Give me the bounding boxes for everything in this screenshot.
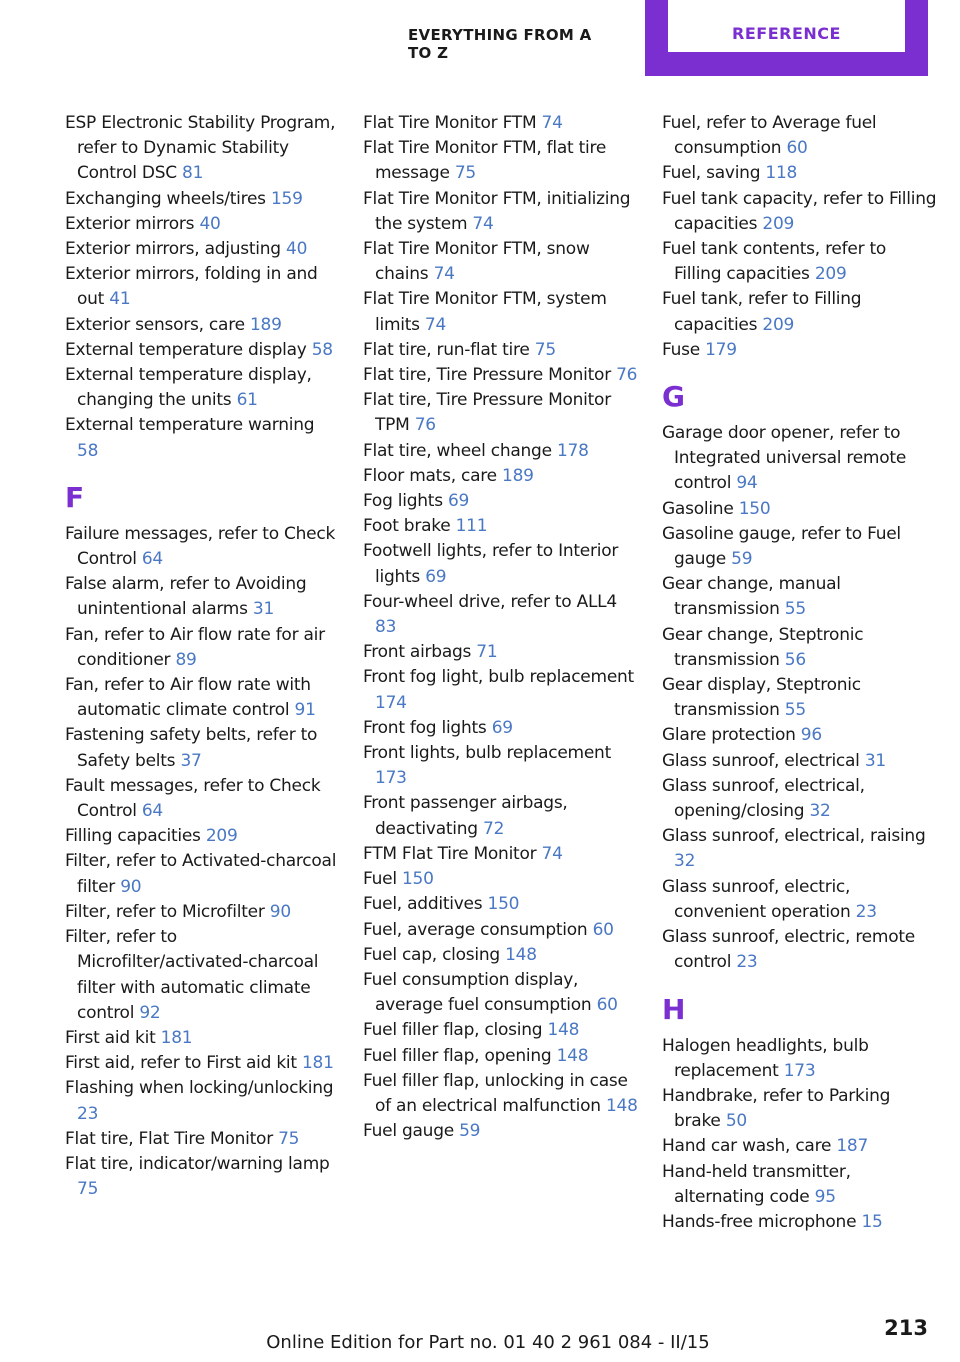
index-entry: [65, 723, 340, 773]
index-entry-text: Exterior mirrors: [65, 213, 195, 234]
index-entry-text: Flat tire, indicator/warning lamp: [65, 1153, 330, 1174]
index-entry: [363, 187, 638, 237]
page-reference-link[interactable]: 159: [270, 188, 303, 209]
index-letter-heading: G: [662, 380, 685, 414]
page-reference-link[interactable]: 178: [556, 440, 589, 461]
index-entry: [363, 388, 638, 438]
reference-tab-label: REFERENCE: [668, 0, 905, 52]
index-entry-text: First aid, refer to First aid kit: [65, 1053, 297, 1074]
footer: [0, 1332, 960, 1353]
page-reference-link[interactable]: 81: [182, 163, 204, 184]
index-entry-text: Flat tire, wheel change: [363, 440, 552, 461]
index-entry: [65, 187, 340, 212]
index-entry-text: Fuse: [662, 339, 700, 360]
page-reference-link[interactable]: 75: [534, 339, 556, 360]
index-entry: [662, 237, 937, 287]
page-reference-link[interactable]: 95: [814, 1186, 836, 1207]
index-entry: [65, 111, 340, 187]
index-entry-text: Filling capacities: [65, 826, 201, 847]
index-entry: [363, 464, 638, 489]
index-entry-text: Fan, refer to Air flow rate for air conditioner: [65, 624, 325, 670]
page-reference-link[interactable]: 91: [294, 700, 316, 721]
index-entry-text: Fog lights: [363, 491, 443, 512]
index-entry-text: Halogen headlights, bulb replacement: [662, 1035, 869, 1081]
index-entry: [363, 1018, 638, 1043]
index-entry: [363, 489, 638, 514]
page-reference-link[interactable]: 74: [541, 843, 563, 864]
index-entry: [65, 623, 340, 673]
page-reference-link[interactable]: 189: [249, 314, 282, 335]
index-entry-text: Fuel filler flap, closing: [363, 1020, 543, 1041]
page-reference-link[interactable]: 76: [616, 365, 638, 386]
index-entry: [65, 338, 340, 363]
index-entry: [662, 824, 937, 874]
index-entry: [662, 572, 937, 622]
page-reference-link[interactable]: 58: [311, 339, 333, 360]
index-entry: [662, 723, 937, 748]
index-entry-text: Flat Tire Monitor FTM: [363, 113, 537, 133]
index-entry-text: Exterior mirrors, folding in and out: [65, 264, 318, 310]
page-reference-link[interactable]: 74: [433, 264, 455, 285]
index-entry-text: ESP Electronic Stability Program, refer to Dynamic Stability Control DSC: [65, 113, 336, 184]
index-entry: [662, 522, 937, 572]
index-entry: [65, 925, 340, 1026]
index-entry: [662, 749, 937, 774]
index-entry-text: Garage door opener, refer to Integrated universal remote control: [662, 423, 907, 494]
index-entry-text: Gear change, Steptronic transmission: [662, 624, 864, 670]
page-reference-link[interactable]: 150: [401, 869, 434, 890]
index-entry-text: First aid kit: [65, 1027, 156, 1048]
page-reference-link[interactable]: 181: [301, 1053, 334, 1074]
page-reference-link[interactable]: 150: [738, 498, 771, 519]
page-reference-link[interactable]: 23: [736, 952, 758, 973]
index-entry-text: Hand-held transmitter, alternating code: [662, 1161, 851, 1207]
index-entry: [363, 665, 638, 715]
page-reference-link[interactable]: 15: [861, 1211, 883, 1232]
index-entry-text: Glass sunroof, electrical, opening/closing: [662, 775, 865, 822]
index-entry-text: External temperature warning: [65, 415, 315, 436]
index-entry: [662, 187, 937, 237]
page-reference-link[interactable]: 187: [836, 1136, 869, 1157]
index-entry: [65, 1076, 340, 1126]
index-entry-text: Flat Tire Monitor FTM, system limits: [363, 289, 607, 335]
index-entry: [363, 1069, 638, 1119]
index-column-2: [363, 111, 638, 1144]
index-entry-text: Exterior mirrors, adjusting: [65, 239, 281, 260]
index-entry: [662, 925, 937, 975]
index-entry: [662, 338, 937, 363]
index-entry: [662, 1084, 937, 1134]
index-entry: [363, 716, 638, 741]
page-reference-link[interactable]: 60: [592, 919, 614, 940]
page-reference-link[interactable]: 90: [120, 876, 142, 897]
page-reference-link[interactable]: 90: [269, 901, 291, 922]
page-reference-link[interactable]: 173: [783, 1060, 816, 1081]
index-entry: [662, 1210, 937, 1235]
index-entry: [363, 338, 638, 363]
index-entry-text: Fastening safety belts, refer to Safety belts: [65, 725, 318, 771]
index-entry: [363, 943, 638, 968]
index-entry: [65, 1051, 340, 1076]
page-reference-link[interactable]: 75: [454, 163, 476, 184]
page-reference-link[interactable]: 59: [731, 549, 753, 570]
index-entry-text: Filter, refer to Microfilter: [65, 901, 265, 922]
index-entry: [363, 1119, 638, 1144]
index-entry: [363, 111, 638, 136]
index-letter-heading: F: [65, 480, 84, 514]
index-entry: [65, 313, 340, 338]
page-reference-link[interactable]: 181: [160, 1027, 193, 1048]
index-entry: [662, 497, 937, 522]
section-title: EVERYTHING FROM A TO Z: [408, 26, 592, 62]
index-entry: [65, 363, 340, 413]
index-entry: [662, 673, 937, 723]
index-entry: [65, 237, 340, 262]
page-reference-link[interactable]: 148: [556, 1045, 589, 1066]
index-entry-text: Front lights, bulb replacement: [363, 743, 611, 764]
index-entry-text: Flashing when locking/unlocking: [65, 1078, 334, 1099]
index-entry-text: FTM Flat Tire Monitor: [363, 843, 537, 864]
index-entry: [65, 849, 340, 899]
index-entry-text: Flat Tire Monitor FTM, snow chains: [363, 239, 590, 285]
index-entry-text: Failure messages, refer to Check Control: [65, 523, 336, 570]
page-reference-link[interactable]: 118: [765, 163, 798, 184]
index-entry-text: Glare protection: [662, 725, 796, 746]
page-reference-link[interactable]: 209: [762, 314, 795, 335]
page-reference-link[interactable]: 37: [180, 750, 202, 771]
page-reference-link[interactable]: 148: [605, 1095, 638, 1116]
page-reference-link[interactable]: 31: [252, 599, 275, 620]
page-reference-link[interactable]: 74: [541, 113, 563, 133]
index-entry-text: Gear display, Steptronic transmission: [662, 675, 861, 721]
page-reference-link[interactable]: 64: [141, 549, 163, 570]
page-reference-link[interactable]: 83: [375, 617, 397, 638]
index-entry: [662, 161, 937, 186]
index-entry: [65, 900, 340, 925]
index-entry: [363, 237, 638, 287]
index-entry: [662, 111, 937, 161]
index-entry-text: Fuel tank, refer to Filling capacities: [662, 289, 862, 335]
index-entry: [662, 875, 937, 925]
index-entry: [662, 1134, 937, 1159]
index-entry: [65, 212, 340, 237]
index-entry-text: Flat tire, Tire Pressure Monitor TPM: [363, 390, 611, 436]
page-reference-link[interactable]: 89: [175, 649, 197, 670]
page-reference-link[interactable]: 75: [77, 1179, 99, 1200]
index-entry: [662, 1034, 937, 1084]
index-entry-text: Glass sunroof, electric, convenient operation: [662, 876, 851, 922]
index-entry: [65, 824, 340, 849]
index-entry: [363, 842, 638, 867]
index-entry: [363, 867, 638, 892]
page-reference-link[interactable]: 32: [809, 801, 831, 822]
index-entry-text: External temperature display, changing the units: [65, 365, 312, 411]
page-reference-link[interactable]: 209: [814, 264, 847, 285]
index-entry: [363, 363, 638, 388]
index-entry: [363, 791, 638, 841]
page-reference-link[interactable]: 74: [424, 314, 447, 335]
page-reference-link[interactable]: 23: [77, 1103, 99, 1124]
index-entry-text: Hands-free microphone: [662, 1211, 857, 1232]
page-reference-link[interactable]: 59: [459, 1121, 481, 1142]
index-entry: [65, 262, 340, 312]
index-entry: [65, 673, 340, 723]
page-reference-link[interactable]: 96: [800, 725, 822, 746]
index-entry-text: Hand car wash, care: [662, 1136, 832, 1157]
page-reference-link[interactable]: 148: [547, 1020, 580, 1041]
index-entry-text: Fuel, additives: [363, 894, 483, 915]
page-reference-link[interactable]: 55: [784, 700, 806, 721]
page-reference-link[interactable]: 41: [109, 289, 131, 310]
index-entry-text: Front airbags: [363, 642, 472, 663]
index-entry: [363, 918, 638, 943]
index-entry-text: Fuel, refer to Average fuel consumption: [662, 113, 877, 159]
page-reference-link[interactable]: 58: [77, 440, 99, 461]
index-entry-text: Glass sunroof, electrical: [662, 750, 860, 771]
index-entry-text: Glass sunroof, electrical, raising: [662, 826, 926, 847]
page-reference-link[interactable]: 69: [491, 717, 513, 738]
page-reference-link[interactable]: 64: [141, 801, 163, 822]
page-reference-link[interactable]: 69: [425, 566, 447, 587]
index-entry-text: Fuel: [363, 869, 397, 890]
index-entry-text: Four-wheel drive, refer to ALL4: [363, 591, 617, 612]
page-reference-link[interactable]: 32: [674, 851, 696, 872]
index-entry-text: Fuel cap, closing: [363, 944, 500, 965]
index-entry-text: Fan, refer to Air flow rate with automatic climate control: [65, 675, 311, 721]
index-entry: [65, 1127, 340, 1152]
index-entry-text: Filter, refer to Microfilter/activated-charcoal filter with automatic climate control: [65, 927, 319, 1023]
index-entry-text: Exchanging wheels/tires: [65, 188, 266, 209]
index-entry-text: Gear change, manual transmission: [662, 574, 841, 620]
page-reference-link[interactable]: 40: [286, 239, 308, 260]
index-entry-text: Flat tire, Tire Pressure Monitor: [363, 365, 611, 386]
index-entry-text: Flat Tire Monitor FTM, flat tire message: [363, 138, 607, 184]
page-reference-link[interactable]: 60: [596, 995, 618, 1016]
page-reference-link[interactable]: 31: [864, 750, 886, 771]
index-entry-text: Filter, refer to Activated-charcoal filter: [65, 851, 337, 897]
page-reference-link[interactable]: 209: [762, 213, 795, 234]
reference-tab: [645, 0, 928, 76]
index-entry: [363, 968, 638, 1018]
page-number: 213: [884, 1316, 928, 1340]
page-reference-link[interactable]: 56: [784, 649, 806, 670]
index-entry: [363, 136, 638, 186]
index-entry-text: Gasoline gauge, refer to Fuel gauge: [662, 523, 901, 570]
page-reference-link[interactable]: 111: [455, 516, 488, 537]
page-reference-link[interactable]: 148: [505, 944, 537, 965]
index-entry-text: Fuel consumption display, average fuel consumption: [363, 969, 592, 1016]
page-reference-link[interactable]: 23: [855, 901, 877, 922]
index-entry-text: Fuel gauge: [363, 1121, 454, 1142]
index-entry-text: Flat tire, Flat Tire Monitor: [65, 1128, 273, 1149]
page-reference-link[interactable]: 74: [472, 213, 494, 234]
page-reference-link[interactable]: 209: [205, 826, 238, 847]
page-reference-link[interactable]: 150: [487, 894, 520, 915]
index-entry: [65, 1026, 340, 1051]
index-entry-text: Fuel filler flap, opening: [363, 1045, 552, 1066]
page-reference-link[interactable]: 179: [705, 339, 737, 360]
index-entry-text: Floor mats, care: [363, 465, 497, 486]
page-reference-link[interactable]: 75: [278, 1128, 300, 1149]
index-entry: [363, 741, 638, 791]
index-column-1: [65, 111, 340, 1202]
index-entry-text: Fuel, average consumption: [363, 919, 588, 940]
page-reference-link[interactable]: 71: [476, 642, 498, 663]
index-entry-text: Gasoline: [662, 498, 734, 519]
index-entry-text: Front fog light, bulb replacement: [363, 667, 634, 688]
index-entry-text: Glass sunroof, electric, remote control: [662, 927, 915, 973]
index-entry: [363, 287, 638, 337]
page-reference-link[interactable]: 76: [414, 415, 436, 436]
index-entry: [363, 640, 638, 665]
index-entry: [662, 1160, 937, 1210]
index-entry-text: Front fog lights: [363, 717, 487, 738]
page-reference-link[interactable]: 173: [375, 768, 407, 789]
index-entry: [65, 774, 340, 824]
index-column-3: [662, 111, 937, 1235]
index-entry: [363, 539, 638, 589]
page-reference-link[interactable]: 72: [483, 818, 505, 839]
index-entry-text: False alarm, refer to Avoiding unintentional alarms: [65, 574, 307, 620]
index-entry: [363, 590, 638, 640]
index-entry-text: Fault messages, refer to Check Control: [65, 775, 321, 822]
index-entry-text: Fuel filler flap, unlocking in case of an electrical malfunction: [363, 1070, 628, 1116]
page-reference-link[interactable]: 69: [447, 491, 470, 512]
index-entry-text: Fuel, saving: [662, 163, 761, 184]
footer-text: Online Edition for Part no. 01 40 2 961 084 - II/15: [266, 1332, 710, 1353]
page-reference-link[interactable]: 174: [375, 692, 407, 713]
index-entry-text: Handbrake, refer to Parking brake: [662, 1085, 891, 1132]
index-entry: [662, 623, 937, 673]
index-entry-text: Flat tire, run-flat tire: [363, 339, 530, 360]
index-entry-text: Exterior sensors, care: [65, 314, 245, 335]
index-entry: [662, 774, 937, 824]
page-reference-link[interactable]: 189: [502, 465, 534, 486]
page-reference-link[interactable]: 55: [784, 599, 806, 620]
index-entry-text: Foot brake: [363, 516, 451, 537]
index-entry: [363, 514, 638, 539]
page-reference-link[interactable]: 94: [736, 473, 758, 494]
index-entry: [65, 1152, 340, 1202]
index-entry: [65, 413, 340, 463]
page-reference-link[interactable]: 92: [139, 1002, 161, 1023]
index-entry: [363, 1044, 638, 1069]
index-entry: [363, 892, 638, 917]
index-letter-heading: H: [662, 992, 686, 1026]
index-entry: [65, 522, 340, 572]
page-reference-link[interactable]: 40: [199, 213, 221, 234]
page-reference-link[interactable]: 50: [725, 1111, 747, 1132]
index-entry: [65, 572, 340, 622]
index-entry-text: Flat Tire Monitor FTM, initializing the system: [363, 188, 631, 234]
index-entry-text: External temperature display: [65, 339, 307, 360]
index-entry-text: Fuel tank capacity, refer to Filling capacities: [662, 188, 937, 234]
index-entry-text: Fuel tank contents, refer to Filling capacities: [662, 239, 887, 285]
index-entry: [662, 287, 937, 337]
page-reference-link[interactable]: 60: [786, 138, 808, 159]
page-reference-link[interactable]: 61: [236, 390, 258, 411]
index-entry-text: Front passenger airbags, deactivating: [363, 793, 568, 839]
index-entry: [662, 421, 937, 497]
index-entry-text: Footwell lights, refer to Interior lights: [363, 541, 619, 587]
index-entry: [363, 439, 638, 464]
